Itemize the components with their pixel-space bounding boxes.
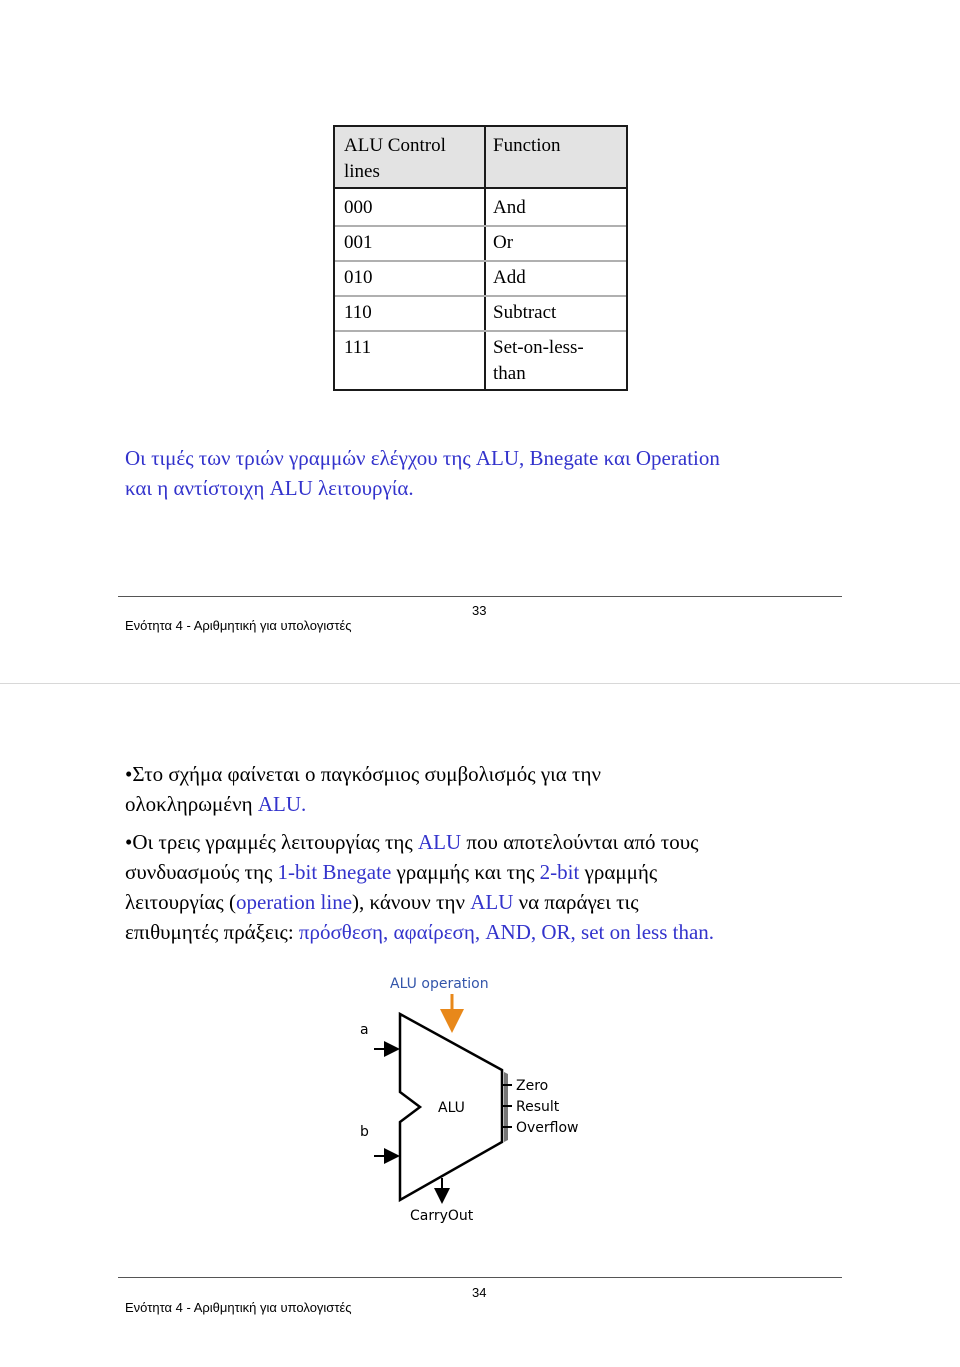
header-line: ALU Control [344,135,446,156]
footer-divider [118,596,842,597]
input-b-label: b [360,1124,369,1140]
bullet-line [125,917,845,947]
text-run: συνδυασμούς της [125,860,278,884]
output-overflow-label: Overflow [516,1120,579,1136]
header-function [493,133,561,159]
header-line: lines [344,161,380,182]
table-cell: Subtract [493,302,557,323]
cell-line: than [493,363,526,384]
text-run: ), κάνουν την [352,890,471,914]
bullet-2 [125,827,845,947]
bullet-list [125,759,845,955]
table-cell: 001 [344,232,373,253]
caption-line: και η αντίστοιχη ALU λειτουργία. [125,476,414,500]
bullet-line [125,887,845,917]
text-run-highlight: operation line [235,890,353,914]
input-a-label: a [360,1022,369,1038]
text-run: γραμμής [579,860,658,884]
text-run: γραμμής και της [391,860,540,884]
alu-control-table [333,125,628,391]
text-run: •Οι τρεις γραμμές λειτουργίας της [125,830,418,854]
text-run: ολοκληρωμένη [125,792,258,816]
header-control-lines [344,133,482,185]
table-cell: 010 [344,267,373,288]
text-run: να παράγει τις [513,890,639,914]
footer-text: Ενότητα 4 - Αριθμητική για υπολογιστές [125,618,352,633]
page-number: 33 [472,603,487,618]
table-cell: Add [493,267,526,288]
text-run-highlight: ALU [470,890,514,914]
output-result-label: Result [516,1099,560,1115]
slide-34 [0,684,960,1367]
row-divider [335,295,626,297]
text-run-highlight: 1-bit Bnegate [277,860,392,884]
table-cell: 110 [344,302,372,323]
table-cell-set-on-less-than [493,335,584,387]
table-cell: And [493,197,526,218]
carry-out-label: CarryOut [410,1208,474,1224]
text-run-highlight: πρόσθεση, αφαίρεση, AND, OR, set on less than. [298,920,715,944]
cell-line: Set-on-less- [493,337,584,358]
text-run-highlight: ALU [418,830,462,854]
table-column-divider [484,127,486,389]
text-run-highlight: ALU. [257,792,307,816]
table-caption [125,443,845,503]
text-run: επιθυμητές πράξεις: [125,920,299,944]
table-cell: 111 [344,337,372,358]
text-run: λειτουργίας ( [125,890,236,914]
text-run: που αποτελούνται από τους [461,830,699,854]
row-divider [335,225,626,227]
output-zero-label: Zero [516,1078,549,1094]
header-line: Function [493,135,561,156]
page-number: 34 [472,1285,487,1300]
footer-divider [118,1277,842,1278]
bullet-line [125,827,845,857]
text-run-highlight: 2-bit [539,860,580,884]
alu-label: ALU [438,1100,465,1116]
table-cell: 000 [344,197,373,218]
caption-line: Οι τιμές των τριών γραμμών ελέγχου της ALU, Bnegate και Operation [125,446,720,470]
row-divider [335,330,626,332]
alu-symbol-diagram [330,964,610,1224]
bullet-line [125,857,845,887]
footer-text: Ενότητα 4 - Αριθμητική για υπολογιστές [125,1300,352,1315]
slide-33 [0,0,960,683]
table-cell: Or [493,232,514,253]
bullet-line: •Στο σχήμα φαίνεται ο παγκόσμιος συμβολισμός για την [125,762,601,786]
alu-operation-label: ALU operation [390,976,489,992]
bullet-1 [125,759,845,819]
bullet-line [125,789,845,819]
row-divider [335,260,626,262]
